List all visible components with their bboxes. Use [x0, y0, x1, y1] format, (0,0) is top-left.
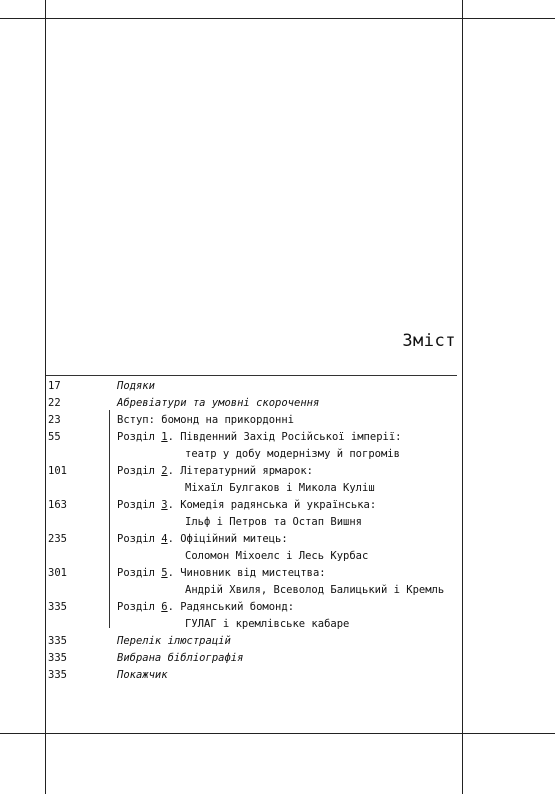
page-title: Зміст — [402, 331, 456, 351]
toc-row-chapter-4[interactable] — [48, 531, 458, 548]
toc-row-illustrations[interactable] — [48, 633, 458, 650]
chapter-number: 1 — [161, 431, 168, 443]
chapter-number: 3 — [161, 499, 168, 511]
chapter-heading — [117, 599, 294, 616]
chapter-subtitle: Андрій Хвиля, Всеволод Балицький і Кремль — [185, 584, 445, 596]
toc-page-number: 335 — [48, 652, 67, 664]
chapter-title: . Південний Захід Російської імперії: — [167, 431, 402, 443]
chapter-heading — [117, 565, 326, 582]
frame-line-right — [462, 0, 463, 794]
chapter-prefix: Розділ — [117, 499, 155, 511]
chapter-prefix: Розділ — [117, 601, 155, 613]
toc-page-number: 235 — [48, 533, 67, 545]
chapter-number: 5 — [161, 567, 168, 579]
toc-entry-label: Вступ: бомонд на прикордонні — [117, 414, 295, 426]
toc-row-chapter-2-subtitle — [48, 480, 458, 497]
toc-page-number: 55 — [48, 431, 61, 443]
chapter-prefix: Розділ — [117, 431, 155, 443]
toc-row-chapter-6-subtitle — [48, 616, 458, 633]
chapter-subtitle: театр у добу модернізму й погромів — [185, 448, 400, 460]
toc-row-chapter-5[interactable] — [48, 565, 458, 582]
chapter-prefix: Розділ — [117, 567, 155, 579]
chapter-subtitle: ГУЛАГ і кремлівське кабаре — [185, 618, 350, 630]
chapter-title: . Чиновник від мистецтва: — [167, 567, 326, 579]
title-rule — [46, 375, 457, 376]
toc-row-index[interactable] — [48, 667, 458, 684]
toc-entry-label: Вибрана бібліографія — [117, 652, 244, 664]
toc-row-chapter-2[interactable] — [48, 463, 458, 480]
toc-row-chapter-4-subtitle — [48, 548, 458, 565]
toc-entry-label: Перелік ілюстрацій — [117, 635, 231, 647]
toc-page-number: 301 — [48, 567, 67, 579]
chapter-prefix: Розділ — [117, 533, 155, 545]
chapter-heading — [117, 531, 288, 548]
frame-line-left — [45, 0, 46, 794]
toc-row-abbreviations[interactable] — [48, 395, 458, 412]
chapter-title: . Радянський бомонд: — [167, 601, 295, 613]
table-of-contents — [48, 378, 458, 684]
toc-entry-label: Подяки — [117, 380, 155, 392]
toc-row-chapter-3-subtitle — [48, 514, 458, 531]
chapter-heading — [117, 463, 313, 480]
toc-row-introduction[interactable] — [48, 412, 458, 429]
chapter-number: 6 — [161, 601, 168, 613]
toc-page-number: 101 — [48, 465, 67, 477]
toc-page-number: 335 — [48, 601, 67, 613]
toc-row-chapter-6[interactable] — [48, 599, 458, 616]
chapter-title: . Літературний ярмарок: — [167, 465, 313, 477]
toc-page-number: 22 — [48, 397, 61, 409]
toc-entry-label: Покажчик — [117, 669, 168, 681]
toc-page-number: 163 — [48, 499, 67, 511]
chapter-number: 2 — [161, 465, 168, 477]
toc-row-chapter-1[interactable] — [48, 429, 458, 446]
frame-line-top — [0, 18, 555, 19]
toc-page-number: 23 — [48, 414, 61, 426]
toc-row-chapter-1-subtitle — [48, 446, 458, 463]
toc-entry-label: Абревіатури та умовні скорочення — [117, 397, 320, 409]
chapter-subtitle: Міхаїл Булгаков і Микола Куліш — [185, 482, 375, 494]
chapter-heading — [117, 429, 402, 446]
toc-page-number: 335 — [48, 635, 67, 647]
chapter-heading — [117, 497, 376, 514]
chapter-prefix: Розділ — [117, 465, 155, 477]
chapter-subtitle: Соломон Міхоелс і Лесь Курбас — [185, 550, 369, 562]
toc-row-bibliography[interactable] — [48, 650, 458, 667]
chapter-number: 4 — [161, 533, 168, 545]
chapter-subtitle: Ільф і Петров та Остап Вишня — [185, 516, 363, 528]
frame-line-bottom — [0, 733, 555, 734]
chapter-title: . Офіційний митець: — [167, 533, 288, 545]
toc-page-number: 335 — [48, 669, 67, 681]
toc-page-number: 17 — [48, 380, 61, 392]
chapter-title: . Комедія радянська й українська: — [167, 499, 377, 511]
toc-row-chapter-5-subtitle — [48, 582, 458, 599]
toc-row-chapter-3[interactable] — [48, 497, 458, 514]
toc-row-acknowledgements[interactable] — [48, 378, 458, 395]
